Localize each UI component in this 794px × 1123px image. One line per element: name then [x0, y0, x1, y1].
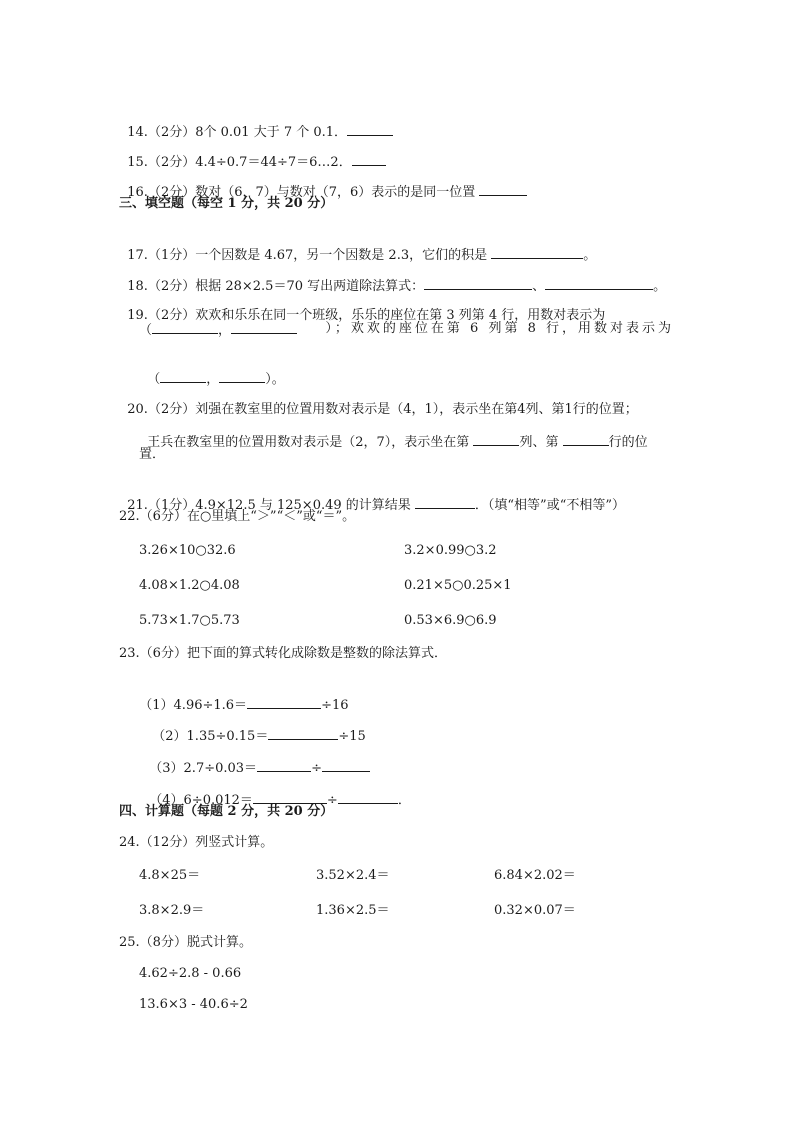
- answer-blank[interactable]: [268, 726, 338, 740]
- answer-blank[interactable]: [247, 695, 321, 709]
- question-text: ．（填“相等”或“不相等”）: [474, 498, 625, 513]
- question-text: （3）2.7÷0.03＝: [149, 761, 258, 776]
- question-25: 25.（8分）脱式计算。: [119, 935, 252, 950]
- question-text: ）；欢欢的座位在第 6 列第 8 行，用数对表示为: [325, 321, 674, 336]
- calc-item: 13.6×3 - 40.6÷2: [139, 997, 248, 1012]
- answer-blank[interactable]: [152, 320, 218, 334]
- calc-item: 3.52×2.4＝: [316, 868, 390, 883]
- section-title: 四、计算题（每题 2 分，共 20 分）: [119, 804, 334, 819]
- calc-item: 4.62÷2.8 - 0.66: [139, 966, 242, 981]
- question-22: 22.（6分）在○里填上“＞”“＜”或“＝”。: [119, 509, 356, 524]
- answer-blank[interactable]: [219, 369, 265, 383]
- question-text: 、: [532, 279, 546, 294]
- answer-blank[interactable]: [257, 758, 311, 772]
- answer-blank[interactable]: [415, 495, 475, 509]
- compare-item[interactable]: 0.53×6.9○6.9: [404, 613, 497, 628]
- question-text: ，: [218, 323, 232, 338]
- compare-item[interactable]: 5.73×1.7○5.73: [139, 613, 240, 628]
- section-title: 三、填空题（每空 1 分，共 20 分）: [119, 196, 334, 211]
- compare-item[interactable]: 3.2×0.99○3.2: [404, 543, 497, 558]
- question-text: 。: [583, 248, 597, 263]
- question-text: 18.（2分）根据 28×2.5＝70 写出两道除法算式：: [127, 279, 425, 294]
- calc-item: 4.8×25＝: [139, 868, 201, 883]
- answer-blank[interactable]: [253, 790, 327, 804]
- question-text: ，: [206, 372, 220, 387]
- question-text: （4）6÷0.012＝: [149, 793, 253, 808]
- question-text: 。: [653, 279, 667, 294]
- question-19-line-2: [139, 320, 674, 340]
- answer-blank[interactable]: [160, 369, 206, 383]
- question-23: 23.（6分）把下面的算式转化成除数是整数的除法算式．: [119, 646, 447, 661]
- question-text: （: [147, 372, 161, 387]
- compare-item[interactable]: 0.21×5○0.25×1: [404, 578, 512, 593]
- calc-item: 0.32×0.07＝: [494, 903, 576, 918]
- compare-item[interactable]: 4.08×1.2○4.08: [139, 578, 240, 593]
- question-text: ÷: [311, 761, 322, 776]
- question-text: 21.（1分）4.9×12.5 与 125×0.49 的计算结果: [127, 498, 415, 513]
- calc-item: 1.36×2.5＝: [316, 903, 390, 918]
- answer-blank[interactable]: [545, 276, 653, 290]
- compare-item[interactable]: 3.26×10○32.6: [139, 543, 236, 558]
- question-text: （: [139, 323, 153, 338]
- question-text: 20.（2分）刘强在教室里的位置用数对表示是（4，1），表示坐在第4列、第1行的位置；: [127, 402, 638, 417]
- question-text: ）。: [265, 372, 285, 387]
- question-text: ÷: [326, 793, 338, 808]
- calc-item: 6.84×2.02＝: [494, 868, 576, 883]
- question-text: 行的位: [608, 435, 648, 450]
- question-text: （1）4.96÷1.6＝: [139, 698, 248, 713]
- answer-blank[interactable]: [338, 790, 398, 804]
- answer-blank[interactable]: [424, 276, 532, 290]
- question-24: 24.（12分）列竖式计算。: [119, 835, 274, 850]
- question-text: ÷15: [338, 729, 366, 744]
- question-text: 19.（2分）欢欢和乐乐在同一个班级，乐乐的座位在第 3 列第 4 行，用数对表示为: [127, 308, 606, 323]
- question-text: ．: [397, 793, 411, 808]
- answer-blank[interactable]: [563, 432, 609, 446]
- answer-blank[interactable]: [231, 320, 297, 334]
- question-text: ÷16: [321, 698, 349, 713]
- question-text: 17.（1分）一个因数是 4.67，另一个因数是 2.3，它们的积是: [127, 248, 492, 263]
- question-text: 王兵在教室里的位置用数对表示是（2，7），表示坐在第: [147, 435, 474, 450]
- question-text: 14.（2分）8个 0.01 大于 7 个 0.1．: [127, 125, 348, 140]
- question-20-line-3: 置．: [139, 447, 166, 462]
- answer-blank[interactable]: [322, 758, 370, 772]
- question-text: （2）1.35÷0.15＝: [152, 729, 269, 744]
- answer-blank[interactable]: [473, 432, 519, 446]
- calc-item: 3.8×2.9＝: [139, 903, 205, 918]
- answer-blank[interactable]: [491, 245, 583, 259]
- question-text: 列、第: [519, 435, 563, 450]
- answer-blank[interactable]: [479, 182, 527, 196]
- question-20-line-2: [139, 414, 648, 452]
- question-text: 15.（2分）4.4÷0.7＝44÷7＝6…2．: [127, 155, 352, 170]
- question-text: 16.（2分）数对（6，7）与数对（7，6）表示的是同一位置: [127, 185, 480, 200]
